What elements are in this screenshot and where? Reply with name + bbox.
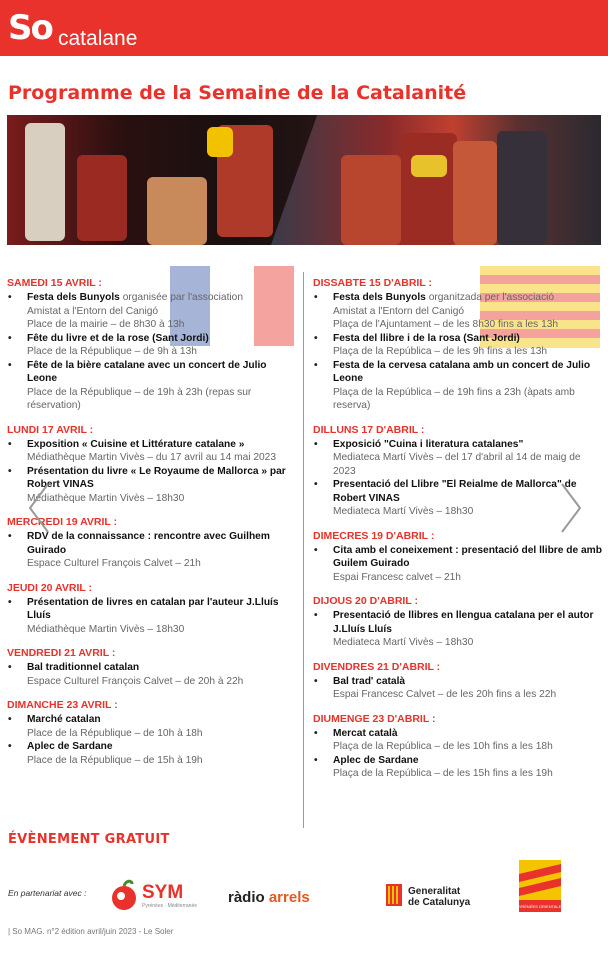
chevron-left-icon[interactable] <box>24 478 54 538</box>
event-item <box>313 291 605 332</box>
day-title: DIJOUS 20 D'ABRIL : <box>313 595 418 607</box>
event-detail: Place de la République – de 15h à 19h <box>27 754 203 766</box>
event-title-line <box>27 713 299 727</box>
day-title: MERCREDI 19 AVRIL : <box>7 516 118 528</box>
event-detail: Espai Francesc Calvet – de les 20h fins a les 22h <box>333 689 557 700</box>
event-item <box>313 438 605 479</box>
event-title: Festa del llibre i de la rosa (Sant Jordi) <box>333 332 520 344</box>
event-title-line <box>27 465 299 492</box>
sym-name: SYM <box>142 882 184 903</box>
event-detail: Plaça de la República – de 19h fins a 23h (àpats amb reserva) <box>333 386 575 411</box>
event-detail: Mediateca Martí Vivès – del 17 d'abril al 14 de maig de 2023 <box>333 452 581 477</box>
event-title-line <box>27 661 299 675</box>
hero-photos <box>7 115 601 245</box>
event-item <box>7 438 299 465</box>
event-detail: Espace Culturel François Calvet – de 20h à 22h <box>27 675 244 687</box>
pyrenees-orientales-logo <box>516 860 564 912</box>
event-item <box>313 359 605 413</box>
event-title: Exposition « Cuisine et Littérature catalane » <box>27 438 245 450</box>
event-detail: Médiathèque Martin Vivès – du 17 avril au 14 mai 2023 <box>27 452 276 463</box>
day-section <box>313 660 605 702</box>
event-title-suffix: organisée par l'association <box>119 292 243 303</box>
generalitat-line1: Generalitat <box>408 886 461 897</box>
event-detail: Place de la République – de 10h à 18h <box>27 727 203 739</box>
event-detail: Amistat a l'Entorn del Canigó Place de la mairie – de 8h30 à 13h <box>27 305 185 330</box>
header-bar <box>0 0 608 56</box>
event-title: Presentació de llibres en llengua catalana per el autor J.Lluís Lluís <box>333 610 594 635</box>
event-detail: Plaça de la República – de les 9h fins a les 13h <box>333 346 548 357</box>
event-detail: Espace Culturel François Calvet – 21h <box>27 558 201 569</box>
event-item <box>7 740 299 767</box>
event-detail: Place de la République – de 9h à 13h <box>27 346 197 357</box>
day-section <box>7 646 299 688</box>
day-title: DILLUNS 17 D'ABRIL : <box>313 423 425 436</box>
event-title-suffix: organitzada per l'associació <box>425 292 555 303</box>
day-title: DIVENDRES 21 D'ABRIL : <box>313 660 441 673</box>
event-title-line <box>333 359 605 386</box>
event-detail: Amistat a l'Entorn del Canigó Plaça de l'Ajuntament – de les 8h30 fins a les 13h <box>333 305 559 330</box>
event-title-line <box>27 596 299 623</box>
event-title: Aplec de Sardane <box>333 754 419 766</box>
event-title: Mercat català <box>333 727 398 739</box>
event-detail: Médiathèque Martin Vivès – 18h30 <box>27 492 185 504</box>
event-title-line <box>27 438 299 452</box>
day-title: DIMANCHE 23 AVRIL : <box>7 699 118 711</box>
event-title-line <box>333 291 605 305</box>
event-title: Fête du livre et de la rose (Sant Jordi) <box>27 332 209 344</box>
day-title: DIMECRES 19 D'ABRIL : <box>313 529 435 542</box>
event-title: Presentació del Llibre "El Reialme de Mallorca" de Robert VINAS <box>333 479 577 504</box>
event-detail: Mediateca Martí Vivès – 18h30 <box>333 637 474 648</box>
day-section <box>313 712 605 781</box>
event-title-line <box>27 291 299 305</box>
sym-tagline: Pyrénées · Méditerranée <box>142 903 198 909</box>
event-title-line <box>333 675 605 689</box>
event-item <box>313 727 605 754</box>
day-section <box>7 581 299 637</box>
event-detail: Plaça de la República – de les 10h fins a les 18h <box>333 741 553 752</box>
footer-note: | So MAG. n°2 édition avril/juin 2023 - Le Soler <box>8 927 174 936</box>
day-section <box>313 276 605 413</box>
event-title-line <box>27 359 299 386</box>
event-title: Festa dels Bunyols <box>333 292 426 303</box>
event-title-line <box>333 438 605 452</box>
radio-arrels-logo <box>228 889 310 906</box>
event-title: Bal traditionnel catalan <box>27 662 140 673</box>
event-detail: Espai Francesc calvet – 21h <box>333 571 461 583</box>
radio-prefix: ràdio <box>228 889 269 906</box>
event-item <box>313 332 605 359</box>
generalitat-line2: de Catalunya <box>408 897 471 908</box>
radio-suffix: arrels <box>268 889 310 906</box>
event-title: Marché catalan <box>27 714 101 725</box>
day-section <box>7 698 299 767</box>
event-detail: Place de la République – de 19h à 23h (repas sur réservation) <box>27 386 252 411</box>
day-title: DIUMENGE 23 D'ABRIL : <box>313 712 436 725</box>
event-item <box>7 596 299 637</box>
event-item <box>313 675 605 702</box>
event-title: Bal trad' català <box>333 675 406 687</box>
event-title: Aplec de Sardane <box>27 741 113 752</box>
day-title: JEUDI 20 AVRIL : <box>7 581 92 594</box>
event-item <box>313 754 605 781</box>
event-item <box>7 359 299 413</box>
generalitat-name <box>408 886 470 908</box>
event-title-line <box>333 544 605 571</box>
event-detail: Plaça de la República – de les 15h fins a les 19h <box>333 768 553 779</box>
event-title-line <box>27 332 299 346</box>
pyrenees-logo-text: PYRÉNÉES ORIENTALES <box>516 904 564 909</box>
event-title: Festa dels Bunyols <box>27 292 120 303</box>
day-section <box>7 276 299 413</box>
event-title-line <box>333 332 605 346</box>
generalitat-emblem-icon <box>386 884 402 906</box>
event-title-line <box>27 530 299 557</box>
day-title: DISSABTE 15 D'ABRIL : <box>313 277 432 289</box>
event-title: Festa de la cervesa catalana amb un concert de Julio Leone <box>333 359 591 384</box>
event-item <box>7 291 299 332</box>
logo-mark: So <box>8 8 52 48</box>
day-title: VENDREDI 21 AVRIL : <box>7 647 116 659</box>
partners-label: En partenariat avec : <box>8 888 87 898</box>
logo-text: catalane <box>58 27 138 50</box>
event-detail: Mediateca Martí Vivès – 18h30 <box>333 506 474 517</box>
sym-logo-icon <box>110 878 138 912</box>
event-item <box>7 332 299 359</box>
event-title-line <box>27 740 299 754</box>
event-title-line <box>333 727 605 741</box>
event-title: Cita amb el coneixement : presentació del llibre de amb Guilem Guirado <box>333 544 602 569</box>
page-title: Programme de la Semaine de la Catalanité <box>8 82 467 104</box>
photo-ceremony <box>271 115 601 245</box>
event-item <box>7 661 299 688</box>
event-item <box>313 544 605 585</box>
event-title-line <box>333 754 605 768</box>
event-title: Présentation de livres en catalan par l'auteur J.Lluís Lluís <box>27 596 279 621</box>
event-title-line <box>333 609 605 636</box>
day-section <box>313 594 605 650</box>
event-title: RDV de la connaissance : rencontre avec Guilhem Guirado <box>27 531 270 556</box>
event-title: Présentation du livre « Le Royaume de Mallorca » par Robert VINAS <box>27 465 286 490</box>
event-title: Exposició "Cuina i literatura catalanes" <box>333 438 524 450</box>
event-detail: Médiathèque Martin Vivès – 18h30 <box>27 623 185 635</box>
column-divider <box>303 272 304 828</box>
day-title: LUNDI 17 AVRIL : <box>7 423 94 436</box>
event-item <box>313 609 605 650</box>
event-title: Fête de la bière catalane avec un concert de Julio Leone <box>27 359 267 384</box>
chevron-right-icon[interactable] <box>556 478 586 538</box>
free-event-label: ÉVÈNEMENT GRATUIT <box>8 832 170 847</box>
event-item <box>7 713 299 740</box>
day-title: SAMEDI 15 AVRIL : <box>7 277 102 289</box>
